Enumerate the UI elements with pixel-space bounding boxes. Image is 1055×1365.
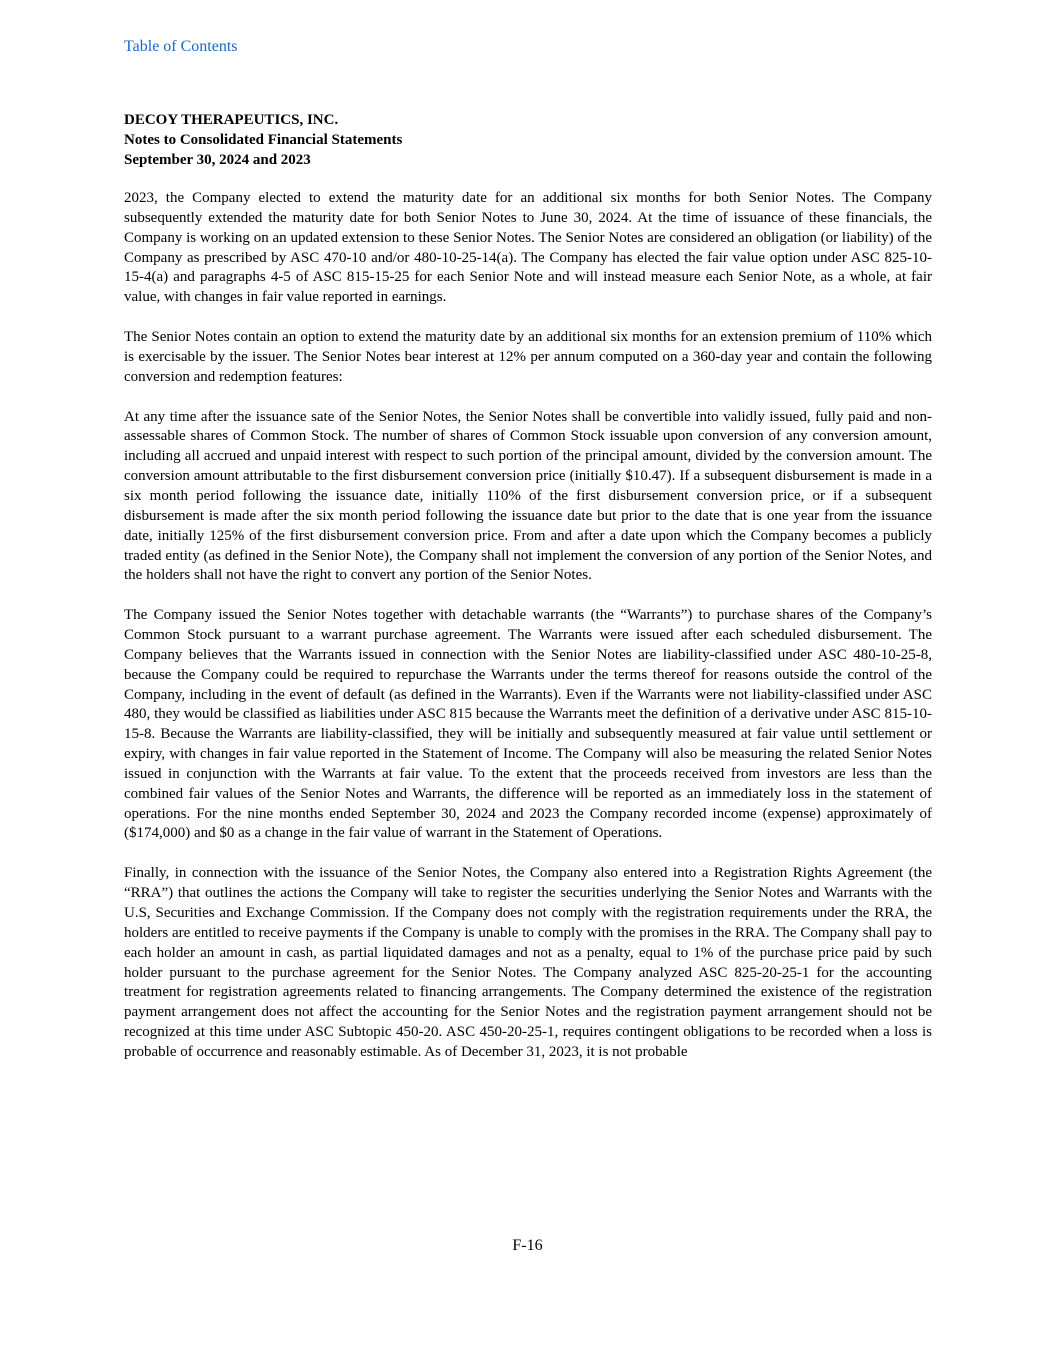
statement-title: Notes to Consolidated Financial Statements (124, 132, 403, 148)
paragraph-maturity-extension: 2023, the Company elected to extend the maturity date for an additional six months for both Senior Notes. The Company subsequently extended the maturity date for both Senior Notes to June 30, 2024. At the time of issuance of these financials, the Company is working on an updated extension to these Senior Notes. The Senior Notes are considered an obligation (or liability) of the Company as prescribed by ASC 470-10 and/or 480-10-25-14(a). The Company has elected the fair value option under ASC 825-10-15-4(a) and paragraphs 4-5 of ASC 815-15-25 for each Senior Note and will instead measure each Senior Note, as a whole, at fair value, with changes in fair value reported in earnings. (124, 190, 932, 306)
document-header (124, 110, 932, 170)
statement-dates: September 30, 2024 and 2023 (124, 152, 311, 168)
paragraph-extension-option: The Senior Notes contain an option to extend the maturity date by an additional six months for an extension premium of 110% which is exercisable by the issuer. The Senior Notes bear interest at 12% per annum computed on a 360-day year and contain the following conversion and redemption features: (124, 329, 932, 385)
paragraph-conversion-features: At any time after the issuance sate of the Senior Notes, the Senior Notes shall be convertible into validly issued, fully paid and non-assessable shares of Common Stock. The number of shares of Common Stock issuable upon conversion of any conversion amount, including all accrued and unpaid interest with respect to such portion of the principal amount, divided by the conversion amount. The conversion amount attributable to the first disbursement conversion price (initially $10.47). If a subsequent disbursement is made in a six month period following the issuance date, initially 110% of the first disbursement conversion price, or if a subsequent disbursement is made after the six month period following the issuance date but prior to the date that is one year from the issuance date, initially 125% of the first disbursement conversion price. From and after a date upon which the Company becomes a publicly traded entity (as defined in the Senior Note), the Company shall not implement the conversion of any portion of the Senior Notes, and the holders shall not have the right to convert any portion of the Senior Notes. (124, 408, 932, 584)
company-name: DECOY THERAPEUTICS, INC. (124, 112, 339, 128)
notes-body (124, 189, 932, 1083)
paragraph-registration-rights: Finally, in connection with the issuance of the Senior Notes, the Company also entered into a Registration Rights Agreement (the “RRA”) that outlines the actions the Company will take to register the securities underlying the Senior Notes and Warrants with the U.S, Securities and Exchange Commission. If the Company does not comply with the registration requirements under the RRA, the holders are entitled to receive payments if the Company is unable to comply with the promises in the RRA. The Company shall pay to each holder an amount in cash, as partial liquidated damages and not as a penalty, equal to 1% of the purchase price paid by such holder pursuant to the purchase agreement for the Senior Notes. The Company analyzed ASC 825-20-25-1 for the accounting treatment for registration agreements related to financing arrangements. The Company determined the existence of the registration payment arrangement does not affect the accounting for the Senior Notes and the registration payment arrangement should not be recognized at this time under ASC Subtopic 450-20. ASC 450-20-25-1, requires contingent obligations to be recorded when a loss is probable of occurrence and reasonably estimable. As of December 31, 2023, it is not probable (124, 865, 932, 1060)
table-of-contents-link[interactable]: Table of Contents (124, 38, 238, 55)
paragraph-warrants: The Company issued the Senior Notes together with detachable warrants (the “Warrants”) to purchase shares of the Company’s Common Stock pursuant to a warrant purchase agreement. The Warrants were issued after each scheduled disbursement. The Company believes that the Warrants issued in connection with the Senior Notes are liability-classified under ASC 480-10-25-8, because the Company could be required to repurchase the Warrants under the terms thereof for reasons outside the control of the Company, including in the event of default (as defined in the Warrants). Even if the Warrants were not liability-classified under ASC 480, they would be classified as liabilities under ASC 815 because the Warrants meet the definition of a derivative under ASC 815-10-15-8. Because the Warrants are liability-classified, they will be initially and subsequently measured at fair value until settlement or expiry, with changes in fair value reported in the Statement of Income. The Company will also be measuring the related Senior Notes issued in conjunction with the Warrants at fair value. To the extent that the proceeds received from investors are less than the combined fair values of the Senior Notes and Warrants, the difference will be reported as an immediately loss in the statement of operations. For the nine months ended September 30, 2024 and 2023 the Company recorded income (expense) approximately of ($174,000) and $0 as a change in the fair value of warrant in the Statement of Operations. (124, 607, 932, 842)
page-number: F-16 (512, 1237, 543, 1254)
